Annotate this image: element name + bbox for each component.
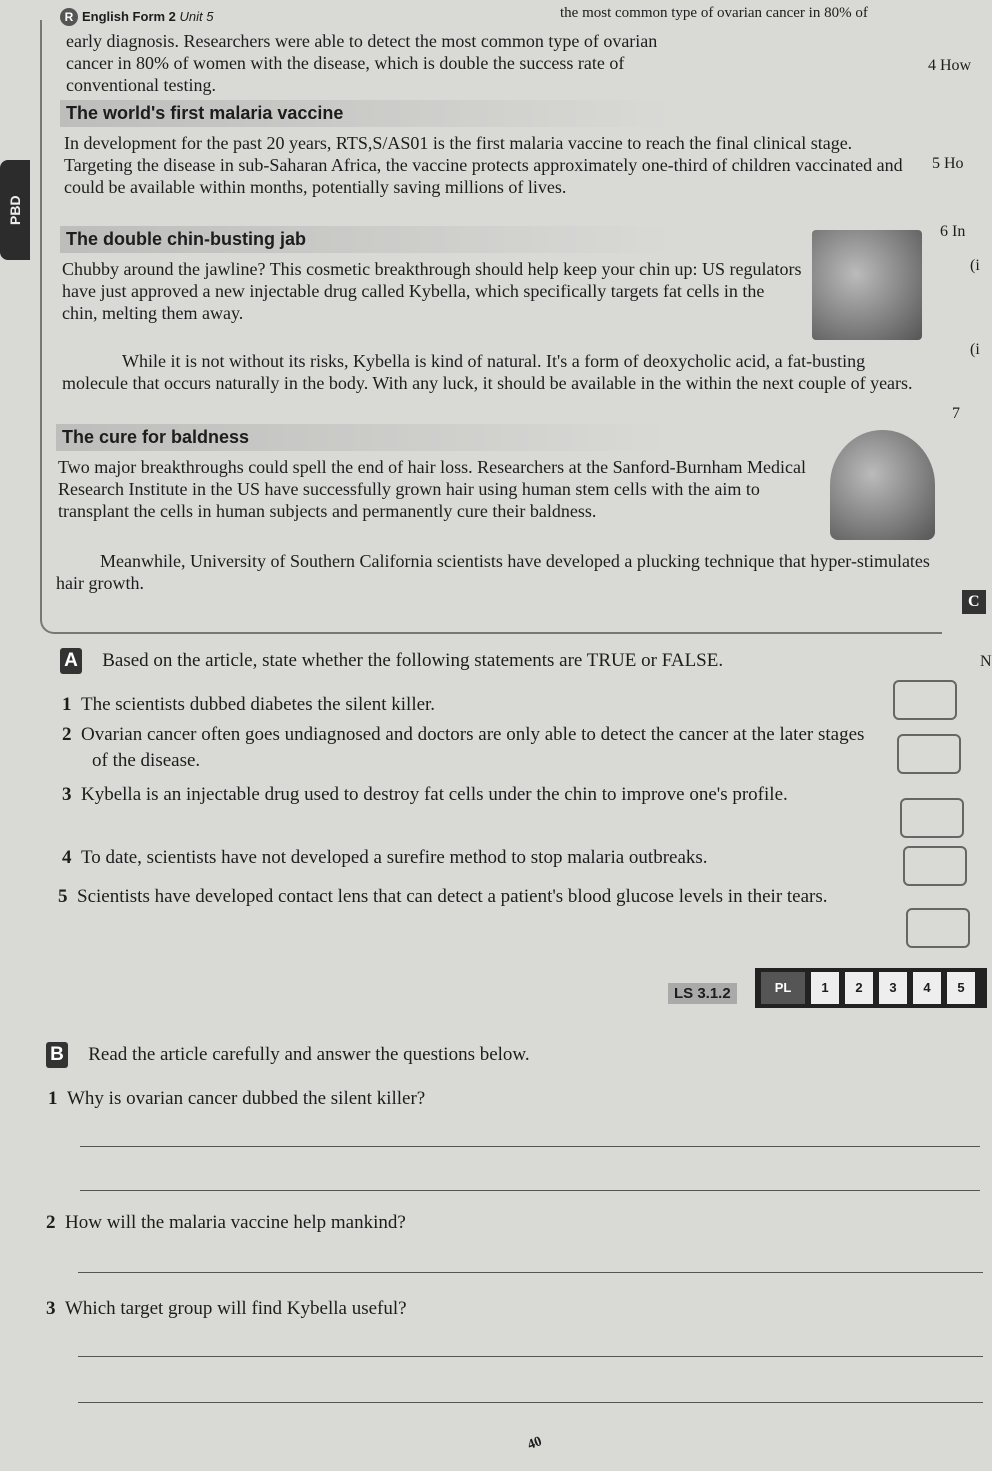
exercise-a-instruction	[60, 648, 890, 674]
margin-q4: 4 How	[928, 57, 972, 74]
head-photo	[830, 430, 935, 540]
book-title: English Form 2	[82, 9, 176, 24]
statement-2	[62, 722, 872, 774]
margin-q5: 5 Ho	[932, 155, 964, 172]
heading-malaria: The world's first malaria vaccine	[60, 100, 672, 127]
answer-box-3[interactable]	[900, 798, 964, 838]
chin-photo	[812, 230, 922, 340]
top-fragment: the most common type of ovarian cancer in 80% of	[560, 5, 868, 21]
skill-tag: LS 3.1.2	[668, 983, 737, 1004]
paragraph-chin-1: Chubby around the jawline? This cosmetic breakthrough should help keep your chin up: US regulators have just approved a new injectable drug called Kybella, which specifically targets fat cells in the chin, melting them away.	[62, 259, 802, 323]
item-text: How will the malaria vaccine help mankind?	[65, 1212, 406, 1233]
statement-5	[58, 884, 888, 910]
paragraph-chin-2: While it is not without its risks, Kybella is kind of natural. It's a form of deoxycholic acid, a fat-busting molecule that occurs naturally in the body. With any luck, it should be available in the within the next couple of years.	[62, 351, 913, 393]
answer-line[interactable]	[80, 1190, 980, 1191]
answer-line[interactable]	[78, 1356, 983, 1357]
question-1	[48, 1086, 425, 1112]
statement-3	[62, 782, 872, 808]
publisher-logo: R	[60, 8, 78, 26]
question-3	[46, 1296, 407, 1322]
level-3[interactable]: 3	[879, 972, 907, 1004]
item-text: Why is ovarian cancer dubbed the silent killer?	[67, 1088, 426, 1109]
paragraph-baldness-2: Meanwhile, University of Southern California scientists have developed a plucking technique that hyper-stimulates hair growth.	[56, 551, 930, 593]
heading-baldness: The cure for baldness	[56, 424, 668, 451]
item-text: Ovarian cancer often goes undiagnosed and doctors are only able to detect the cancer at the later stages of the disease.	[81, 724, 865, 771]
answer-line[interactable]	[80, 1146, 980, 1147]
item-text: Kybella is an injectable drug used to destroy fat cells under the chin to improve one's profile.	[81, 784, 788, 805]
level-1[interactable]: 1	[811, 972, 839, 1004]
statement-4	[62, 845, 892, 871]
item-number: 2	[46, 1212, 56, 1233]
paragraph-baldness-1: Two major breakthroughs could spell the end of hair loss. Researchers at the Sanford-Burnham Medical Research Institute in the US have successfully grown hair using human stem cells with the aim to transplant the cells in human subjects and permanently cure their baldness.	[58, 457, 807, 521]
answer-line[interactable]	[78, 1402, 983, 1403]
level-4[interactable]: 4	[913, 972, 941, 1004]
statement-1	[62, 692, 842, 718]
item-number: 3	[62, 784, 72, 805]
pbd-tab: PBD	[0, 160, 30, 260]
instruction-text: Read the article carefully and answer the questions below.	[88, 1044, 530, 1065]
level-2[interactable]: 2	[845, 972, 873, 1004]
item-text: Which target group will find Kybella useful?	[65, 1298, 407, 1319]
margin-n: N	[980, 653, 992, 670]
answer-line[interactable]	[78, 1272, 983, 1273]
item-text: To date, scientists have not developed a surefire method to stop malaria outbreaks.	[81, 847, 708, 868]
margin-q7: 7	[952, 405, 960, 422]
heading-chin: The double chin-busting jab	[60, 226, 672, 253]
margin-section-c: C	[962, 590, 986, 614]
level-5[interactable]: 5	[947, 972, 975, 1004]
answer-box-2[interactable]	[897, 734, 961, 774]
section-a-label: A	[60, 648, 82, 674]
answer-box-5[interactable]	[906, 908, 970, 948]
item-number: 4	[62, 847, 72, 868]
level-pl[interactable]: PL	[761, 972, 805, 1004]
exercise-b-instruction	[46, 1042, 846, 1068]
paragraph-malaria: In development for the past 20 years, RTS,S/AS01 is the first malaria vaccine to reach the final clinical stage. Targeting the disease in sub-Saharan Africa, the vaccine protects approximately one-third of children vaccinated and could be available within months, potentially saving millions of lives.	[64, 133, 903, 197]
question-2	[46, 1210, 406, 1236]
margin-sub-ii: (i	[970, 341, 980, 358]
page-number: 40	[525, 1434, 544, 1453]
answer-box-1[interactable]	[893, 680, 957, 720]
unit-label: Unit 5	[179, 9, 214, 24]
section-b-label: B	[46, 1042, 68, 1068]
item-number: 1	[48, 1088, 58, 1109]
item-number: 2	[62, 724, 72, 745]
margin-sub-i: (i	[970, 257, 980, 274]
margin-q6: 6 In	[940, 223, 966, 240]
item-number: 5	[58, 886, 68, 907]
performance-level-bar	[755, 968, 987, 1008]
item-number: 1	[62, 694, 72, 715]
answer-box-4[interactable]	[903, 846, 967, 886]
item-text: The scientists dubbed diabetes the silent killer.	[81, 694, 436, 715]
item-number: 3	[46, 1298, 56, 1319]
instruction-text: Based on the article, state whether the following statements are TRUE or FALSE.	[102, 650, 724, 671]
article-intro: early diagnosis. Researchers were able to detect the most common type of ovarian cancer in 80% of women with the disease, which is double the success rate of conventional testing.	[66, 31, 658, 95]
item-text: Scientists have developed contact lens that can detect a patient's blood glucose levels in their tears.	[77, 886, 828, 907]
